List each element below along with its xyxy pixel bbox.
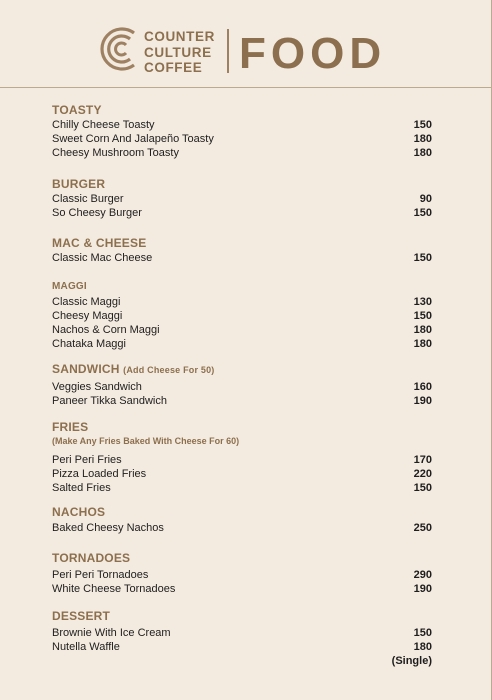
item-price: 170 (413, 454, 432, 466)
item-name: Cheesy Mushroom Toasty (52, 147, 179, 159)
item-price: 90 (419, 193, 432, 205)
item-price: 220 (413, 468, 432, 480)
header-rule (0, 87, 492, 88)
menu-item (52, 453, 432, 467)
menu-item (52, 132, 432, 146)
item-name: So Cheesy Burger (52, 207, 142, 219)
section-title: DESSERT (52, 609, 111, 623)
item-name: Chilly Cheese Toasty (52, 119, 155, 131)
item-name: Classic Maggi (52, 296, 121, 308)
section-fries (52, 420, 432, 495)
section-title: NACHOS (52, 505, 106, 519)
menu-item (52, 582, 432, 596)
section-toasty (52, 103, 432, 160)
section-mac-cheese (52, 236, 432, 265)
item-name: Pizza Loaded Fries (52, 468, 147, 480)
item-price: 150 (413, 119, 432, 131)
item-price: 190 (413, 583, 432, 595)
menu-item (52, 118, 432, 132)
item-name: Brownie With Ice Cream (52, 627, 171, 639)
section-title: TOASTY (52, 103, 102, 117)
section-maggi (52, 279, 432, 351)
item-price: 180 (413, 338, 432, 350)
item-name: Nutella Waffle (52, 641, 120, 653)
section-sandwich (52, 362, 432, 408)
item-price: 180 (413, 324, 432, 336)
header-divider (227, 29, 229, 73)
item-name: Cheesy Maggi (52, 310, 123, 322)
item-name: Nachos & Corn Maggi (52, 324, 160, 336)
menu-item (52, 568, 432, 582)
section-burger (52, 177, 432, 220)
section-tornadoes (52, 551, 432, 596)
section-title: BURGER (52, 177, 106, 191)
section-dessert (52, 609, 432, 668)
item-name: Classic Mac Cheese (52, 252, 153, 264)
menu-item (52, 206, 432, 220)
section-nachos (52, 505, 432, 535)
item-price: 190 (413, 395, 432, 407)
item-price: 150 (413, 252, 432, 264)
item-name: Chataka Maggi (52, 338, 126, 350)
item-price: 290 (413, 569, 432, 581)
item-name: Peri Peri Fries (52, 454, 122, 466)
item-price: 150 (413, 310, 432, 322)
brand-line-2: CULTURE (144, 44, 212, 60)
section-title: TORNADOES (52, 551, 131, 565)
item-price: 130 (413, 296, 432, 308)
section-title: MAGGI (52, 281, 87, 292)
section-note: (Make Any Fries Baked With Cheese For 60) (52, 436, 240, 446)
menu-header (0, 0, 492, 88)
portion-note: (Single) (391, 655, 432, 667)
item-price: 150 (413, 482, 432, 494)
menu-item (52, 626, 432, 640)
item-name: Baked Cheesy Nachos (52, 522, 164, 534)
item-price: 180 (413, 641, 432, 653)
menu-item (52, 295, 432, 309)
menu-item (52, 467, 432, 481)
menu-item (52, 323, 432, 337)
item-price: 160 (413, 381, 432, 393)
section-title: FRIES (52, 420, 89, 434)
menu-item (52, 640, 432, 654)
section-note: (Add Cheese For 50) (123, 365, 215, 375)
section-title-text: SANDWICH (52, 362, 120, 376)
item-name: Salted Fries (52, 482, 111, 494)
item-name: Paneer Tikka Sandwich (52, 395, 167, 407)
item-price: 180 (413, 147, 432, 159)
portion-note-row (52, 654, 432, 668)
menu-item (52, 380, 432, 394)
menu-item (52, 337, 432, 351)
menu-item (52, 192, 432, 206)
cc-logo-icon (98, 23, 142, 75)
brand-name (144, 29, 215, 76)
item-name: Peri Peri Tornadoes (52, 569, 149, 581)
menu-item (52, 251, 432, 265)
item-price: 150 (413, 627, 432, 639)
menu-item (52, 521, 432, 535)
item-name: Veggies Sandwich (52, 381, 142, 393)
item-price: 180 (413, 133, 432, 145)
menu-item (52, 146, 432, 160)
menu-item (52, 394, 432, 408)
item-price: 150 (413, 207, 432, 219)
brand-line-1: COUNTER (144, 29, 215, 44)
page-title: FOOD (239, 29, 387, 78)
section-title (52, 362, 432, 378)
item-price: 250 (413, 522, 432, 534)
item-name: White Cheese Tornadoes (52, 583, 176, 595)
menu-item (52, 309, 432, 323)
item-name: Classic Burger (52, 193, 124, 205)
menu-item (52, 481, 432, 495)
section-title: MAC & CHEESE (52, 236, 147, 250)
item-name: Sweet Corn And Jalapeño Toasty (52, 133, 214, 145)
brand-line-3: COFFEE (144, 60, 203, 75)
